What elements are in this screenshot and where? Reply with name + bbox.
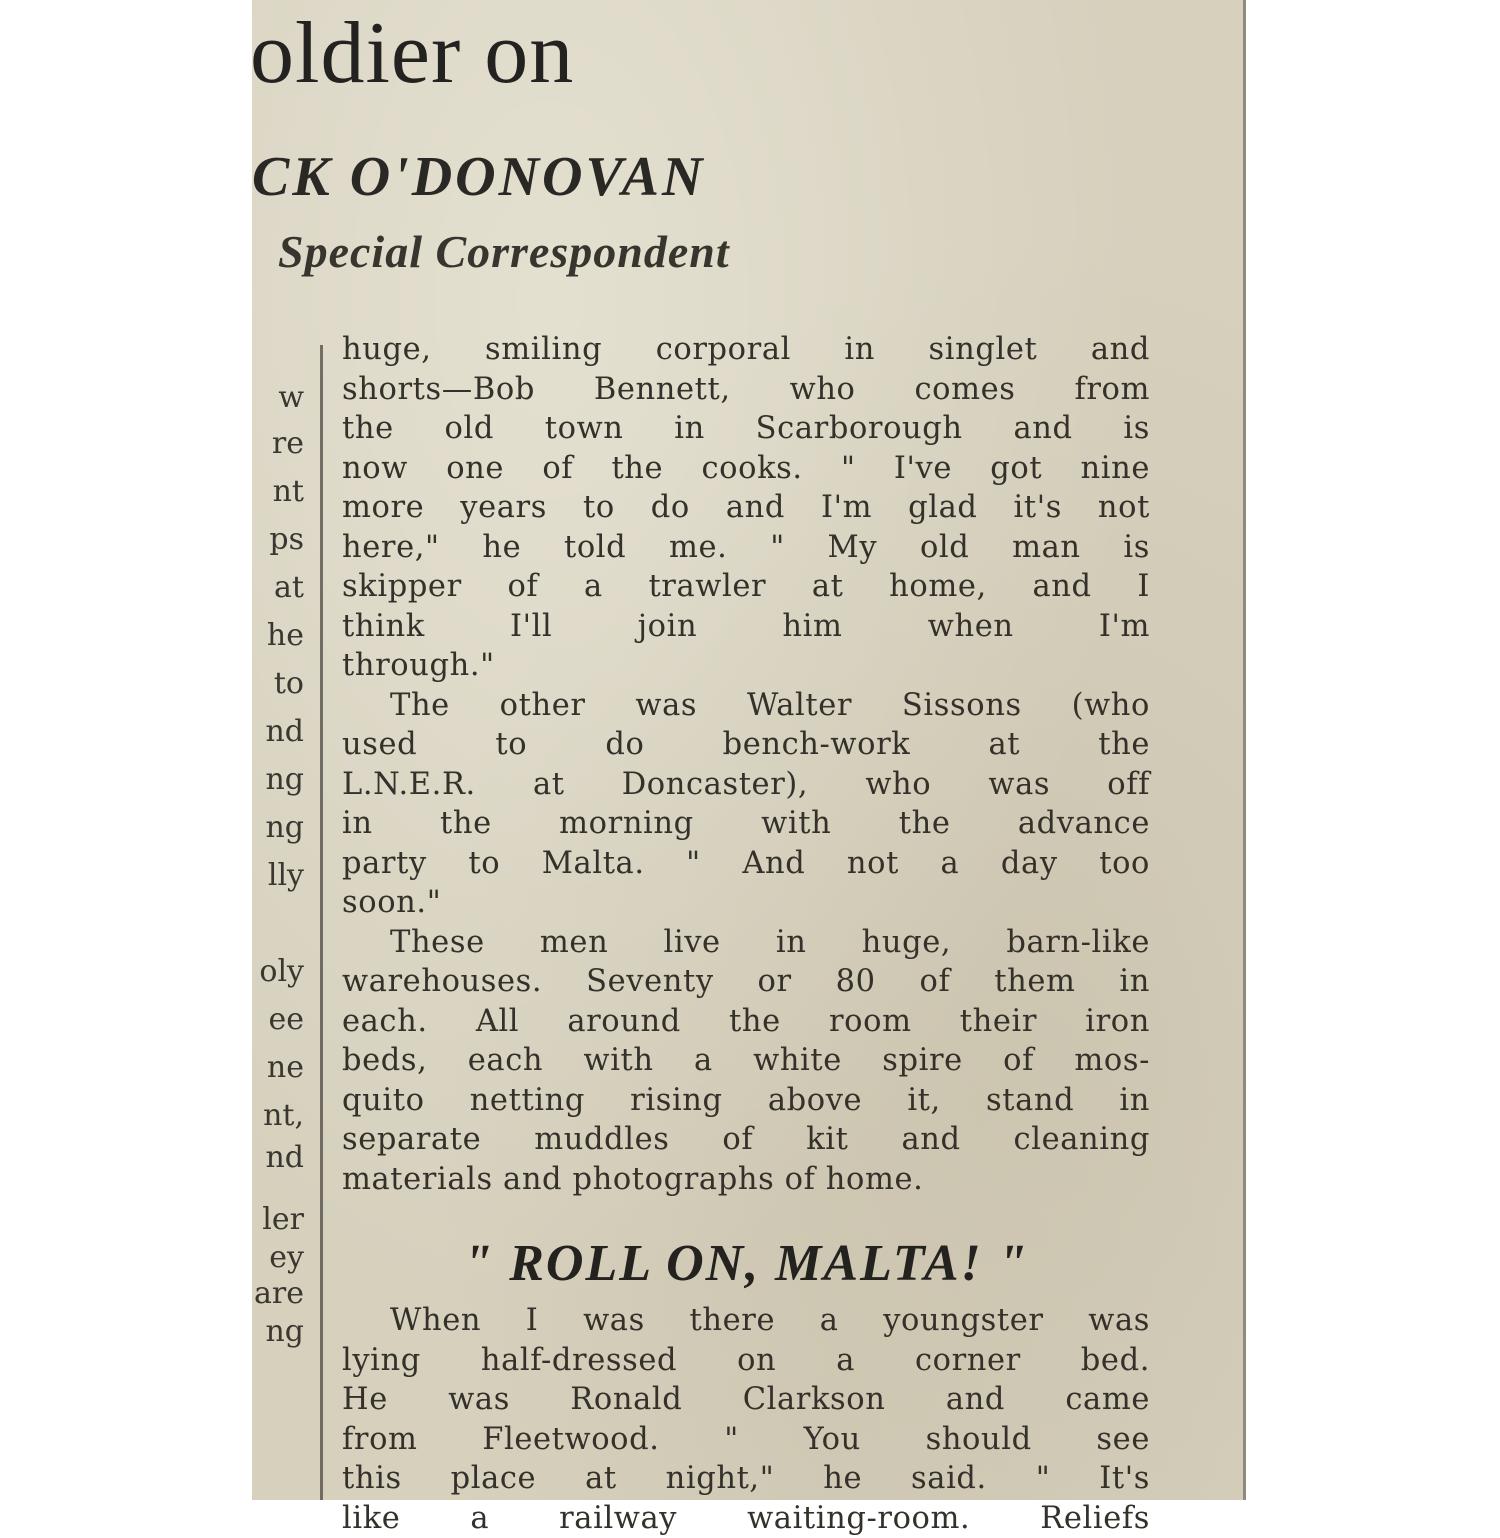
left-fragment: nd [265, 714, 304, 749]
article-line: beds, each with a white spire of mos- [342, 1041, 1150, 1081]
article-line: now one of the cooks. " I've got nine [342, 449, 1150, 489]
left-fragment: he [267, 618, 304, 653]
left-fragment: nt [273, 474, 304, 509]
subheading: " ROLL ON, MALTA! " [342, 1233, 1150, 1295]
left-fragment: at [274, 570, 304, 605]
article-line: the old town in Scarborough and is [342, 409, 1150, 449]
article-line: more years to do and I'm glad it's not [342, 488, 1150, 528]
article-line: in the morning with the advance [342, 804, 1150, 844]
article-line: materials and photographs of home. [342, 1160, 1150, 1200]
article-line: think I'll join him when I'm [342, 607, 1150, 647]
left-fragment: are [254, 1276, 304, 1311]
article-line: like a railway waiting-room. Reliefs [342, 1499, 1150, 1538]
article-line: When I was there a youngster was [342, 1301, 1150, 1341]
left-fragment: ng [265, 1314, 304, 1349]
left-fragment: ee [268, 1002, 304, 1037]
left-fragment: w [278, 380, 304, 415]
newspaper-clipping [252, 0, 1246, 1500]
article-line: through." [342, 646, 1150, 686]
article-line: quito netting rising above it, stand in [342, 1081, 1150, 1121]
left-fragment: ps [269, 522, 304, 557]
article-line: separate muddles of kit and cleaning [342, 1120, 1150, 1160]
article-line: lying half-dressed on a corner bed. [342, 1341, 1150, 1381]
left-fragment: ng [265, 762, 304, 797]
left-fragment: oly [259, 954, 304, 989]
article-line: here," he told me. " My old man is [342, 528, 1150, 568]
article-line: soon." [342, 883, 1150, 923]
article-line: These men live in huge, barn-like [342, 923, 1150, 963]
article-line: each. All around the room their iron [342, 1002, 1150, 1042]
article-line: this place at night," he said. " It's [342, 1459, 1150, 1499]
article-line: from Fleetwood. " You should see [342, 1420, 1150, 1460]
left-fragment: ne [267, 1050, 304, 1085]
article-line: warehouses. Seventy or 80 of them in [342, 962, 1150, 1002]
article-line: shorts—Bob Bennett, who comes from [342, 370, 1150, 410]
article-line: He was Ronald Clarkson and came [342, 1380, 1150, 1420]
article-line: party to Malta. " And not a day too [342, 844, 1150, 884]
left-fragment: re [272, 426, 304, 461]
left-fragment: ng [265, 810, 304, 845]
left-fragment: nt, [263, 1098, 304, 1133]
headline: oldier on [250, 0, 574, 108]
left-fragment: to [274, 666, 304, 701]
correspondent-credit: Special Correspondent [278, 222, 730, 282]
article-line: used to do bench-work at the [342, 725, 1150, 765]
left-fragment: ler [262, 1202, 304, 1237]
left-fragment: ey [269, 1240, 304, 1275]
article-line: skipper of a trawler at home, and I [342, 567, 1150, 607]
byline: CK O'DONOVAN [252, 142, 705, 212]
article-line: L.N.E.R. at Doncaster), who was off [342, 765, 1150, 805]
column-rule [320, 345, 323, 1500]
article-line: The other was Walter Sissons (who [342, 686, 1150, 726]
article-body [342, 330, 1150, 1538]
left-fragment: nd [265, 1140, 304, 1175]
left-fragment: lly [268, 858, 304, 893]
article-line: huge, smiling corporal in singlet and [342, 330, 1150, 370]
